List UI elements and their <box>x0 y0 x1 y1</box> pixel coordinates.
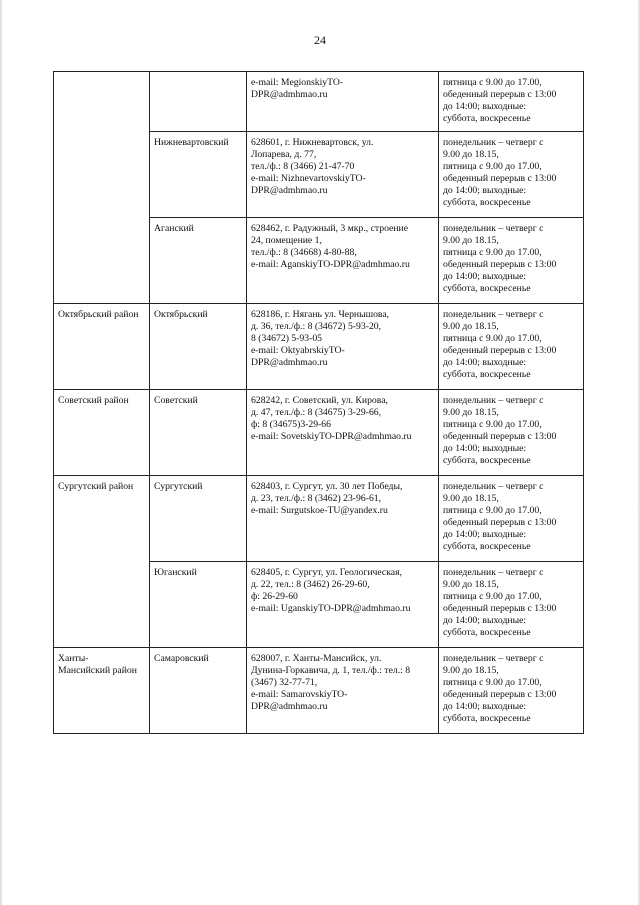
cell-text-line: понедельник – четверг с <box>443 653 544 664</box>
cell-text-line: пятница с 9.00 до 17.00, <box>443 77 542 88</box>
cell-text-line: пятница с 9.00 до 17.00, <box>443 677 542 688</box>
cell-text-line: суббота, воскресенье <box>443 369 531 380</box>
department-cell <box>150 218 247 304</box>
cell-text-line: пятница с 9.00 до 17.00, <box>443 247 542 258</box>
cell-text-line: тел./ф.: 8 (34668) 4-80-88, <box>251 247 357 258</box>
cell-text-line: обеденный перерыв с 13:00 <box>443 89 557 100</box>
cell-text-line: пятница с 9.00 до 17.00, <box>443 333 542 344</box>
department-cell <box>150 648 247 734</box>
schedule-cell <box>439 648 584 734</box>
cell-text-line: 628242, г. Советский, ул. Кирова, <box>251 395 388 406</box>
cell-text-line: Ханты- <box>58 653 89 664</box>
cell-text-line: 9.00 до 18.15, <box>443 665 499 676</box>
cell-text-line: e-mail: AganskiyTO-DPR@admhmao.ru <box>251 259 410 270</box>
cell-text-line: Советский район <box>58 395 129 406</box>
address-cell <box>247 132 439 218</box>
cell-text-line: 628007, г. Ханты-Мансийск, ул. <box>251 653 382 664</box>
cell-text-line: e-mail: NizhnevartovskiyTO- <box>251 173 366 184</box>
cell-text-line: 9.00 до 18.15, <box>443 321 499 332</box>
cell-text-line: пятница с 9.00 до 17.00, <box>443 419 542 430</box>
cell-text-line: д. 36, тел./ф.: 8 (34672) 5-93-20, <box>251 321 382 332</box>
schedule-cell <box>439 390 584 476</box>
cell-text-line: 9.00 до 18.15, <box>443 407 499 418</box>
cell-text-line: понедельник – четверг с <box>443 223 544 234</box>
cell-text-line: Лопарева, д. 77, <box>251 149 317 160</box>
cell-text-line: обеденный перерыв с 13:00 <box>443 345 557 356</box>
district-cell <box>54 476 150 648</box>
cell-text-line: понедельник – четверг с <box>443 309 544 320</box>
cell-text-line: д. 47, тел./ф.: 8 (34675) 3-29-66, <box>251 407 382 418</box>
cell-text-line: до 14:00; выходные: <box>443 529 527 540</box>
cell-text-line: суббота, воскресенье <box>443 713 531 724</box>
cell-text-line: e-mail: SovetskiyTO-DPR@admhmao.ru <box>251 431 412 442</box>
cell-text-line: 24, помещение 1, <box>251 235 322 246</box>
cell-text-line: суббота, воскресенье <box>443 455 531 466</box>
cell-text-line: e-mail: Surgutskoe-TU@yandex.ru <box>251 505 388 516</box>
cell-text-line: суббота, воскресенье <box>443 627 531 638</box>
table-row <box>54 648 584 734</box>
schedule-cell <box>439 476 584 562</box>
district-cell <box>54 72 150 304</box>
cell-text-line: до 14:00; выходные: <box>443 101 527 112</box>
cell-text-line: Сургутский район <box>58 481 134 492</box>
cell-text-line: Октябрьский <box>154 309 208 320</box>
cell-text-line: понедельник – четверг с <box>443 567 544 578</box>
cell-text-line: тел./ф.: 8 (3466) 21-47-70 <box>251 161 355 172</box>
cell-text-line: 628403, г. Сургут, ул. 30 лет Победы, <box>251 481 403 492</box>
department-cell <box>150 72 247 132</box>
cell-text-line: Советский <box>154 395 198 406</box>
cell-text-line: Октябрьский район <box>58 309 139 320</box>
address-cell <box>247 390 439 476</box>
schedule-cell <box>439 72 584 132</box>
cell-text-line: 628462, г. Радужный, 3 мкр., строение <box>251 223 409 234</box>
department-cell <box>150 476 247 562</box>
cell-text-line: обеденный перерыв с 13:00 <box>443 173 557 184</box>
cell-text-line: e-mail: SamarovskiyTO- <box>251 689 348 700</box>
district-cell <box>54 648 150 734</box>
cell-text-line: 628405, г. Сургут, ул. Геологическая, <box>251 567 402 578</box>
cell-text-line: e-mail: MegionskiyTO- <box>251 77 344 88</box>
cell-text-line: пятница с 9.00 до 17.00, <box>443 505 542 516</box>
offices-table-body <box>54 72 584 734</box>
department-cell <box>150 304 247 390</box>
cell-text-line: до 14:00; выходные: <box>443 271 527 282</box>
cell-text-line: обеденный перерыв с 13:00 <box>443 259 557 270</box>
cell-text-line: 628601, г. Нижневартовск, ул. <box>251 137 374 148</box>
cell-text-line: до 14:00; выходные: <box>443 615 527 626</box>
address-cell <box>247 648 439 734</box>
cell-text-line: суббота, воскресенье <box>443 113 531 124</box>
cell-text-line: обеденный перерыв с 13:00 <box>443 431 557 442</box>
cell-text-line: понедельник – четверг с <box>443 395 544 406</box>
cell-text-line: до 14:00; выходные: <box>443 185 527 196</box>
cell-text-line: до 14:00; выходные: <box>443 701 527 712</box>
cell-text-line: Дунина-Горкавича, д. 1, тел./ф.: тел.: 8 <box>251 665 411 676</box>
address-cell <box>247 562 439 648</box>
cell-text-line: Нижневартовский <box>154 137 229 148</box>
cell-text-line: 628186, г. Нягань ул. Чернышова, <box>251 309 390 320</box>
cell-text-line: e-mail: OktyabrskiyTO- <box>251 345 345 356</box>
cell-text-line: суббота, воскресенье <box>443 283 531 294</box>
table-row <box>54 72 584 132</box>
scan-edge-left <box>0 0 3 905</box>
table-row <box>54 476 584 562</box>
cell-text-line: ф: 26-29-60 <box>251 591 298 602</box>
cell-text-line: 9.00 до 18.15, <box>443 235 499 246</box>
cell-text-line: Мансийский район <box>58 665 137 676</box>
schedule-cell <box>439 218 584 304</box>
cell-text-line: до 14:00; выходные: <box>443 357 527 368</box>
cell-text-line: (3467) 32-77-71, <box>251 677 318 688</box>
cell-text-line: ф: 8 (34675)3-29-66 <box>251 419 331 430</box>
department-cell <box>150 562 247 648</box>
cell-text-line: 9.00 до 18.15, <box>443 579 499 590</box>
address-cell <box>247 476 439 562</box>
cell-text-line: e-mail: UganskiyTO-DPR@admhmao.ru <box>251 603 411 614</box>
district-cell <box>54 304 150 390</box>
cell-text-line: Юганский <box>154 567 197 578</box>
cell-text-line: пятница с 9.00 до 17.00, <box>443 591 542 602</box>
cell-text-line: д. 23, тел./ф.: 8 (3462) 23-96-61, <box>251 493 382 504</box>
cell-text-line: DPR@admhmao.ru <box>251 701 328 712</box>
table-row <box>54 390 584 476</box>
cell-text-line: Сургутский <box>154 481 203 492</box>
cell-text-line: обеденный перерыв с 13:00 <box>443 603 557 614</box>
schedule-cell <box>439 562 584 648</box>
cell-text-line: DPR@admhmao.ru <box>251 89 328 100</box>
cell-text-line: суббота, воскресенье <box>443 197 531 208</box>
address-cell <box>247 72 439 132</box>
address-cell <box>247 304 439 390</box>
cell-text-line: д. 22, тел.: 8 (3462) 26-29-60, <box>251 579 370 590</box>
district-cell <box>54 390 150 476</box>
department-cell <box>150 132 247 218</box>
cell-text-line: Аганский <box>154 223 194 234</box>
cell-text-line: обеденный перерыв с 13:00 <box>443 517 557 528</box>
cell-text-line: понедельник – четверг с <box>443 137 544 148</box>
page-number: 24 <box>314 33 326 47</box>
cell-text-line: пятница с 9.00 до 17.00, <box>443 161 542 172</box>
address-cell <box>247 218 439 304</box>
cell-text-line: понедельник – четверг с <box>443 481 544 492</box>
schedule-cell <box>439 132 584 218</box>
cell-text-line: до 14:00; выходные: <box>443 443 527 454</box>
cell-text-line: суббота, воскресенье <box>443 541 531 552</box>
cell-text-line: DPR@admhmao.ru <box>251 357 328 368</box>
cell-text-line: 9.00 до 18.15, <box>443 493 499 504</box>
cell-text-line: DPR@admhmao.ru <box>251 185 328 196</box>
cell-text-line: 9.00 до 18.15, <box>443 149 499 160</box>
offices-table <box>53 71 584 734</box>
table-row <box>54 304 584 390</box>
cell-text-line: 8 (34672) 5-93-05 <box>251 333 323 344</box>
schedule-cell <box>439 304 584 390</box>
cell-text-line: Самаровский <box>154 653 209 664</box>
department-cell <box>150 390 247 476</box>
cell-text-line: обеденный перерыв с 13:00 <box>443 689 557 700</box>
